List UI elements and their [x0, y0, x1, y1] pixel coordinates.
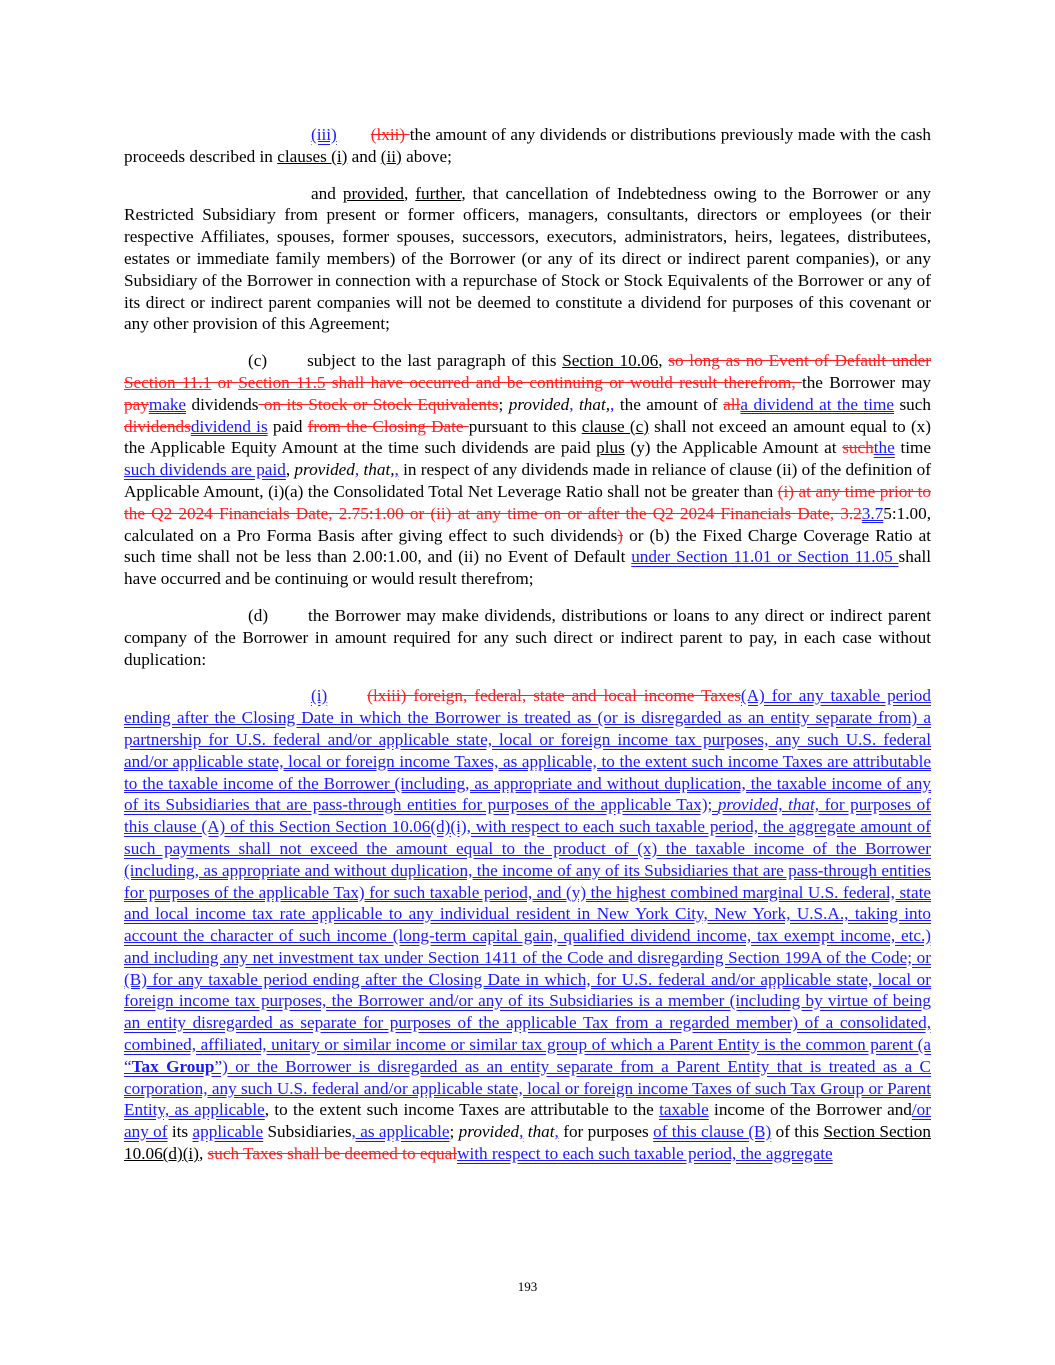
italic-text: that	[523, 1122, 555, 1142]
inserted-text: ,	[354, 460, 360, 480]
text: ,	[285, 460, 295, 480]
defined-term: provided	[342, 183, 404, 203]
clause-number-inserted: (iii)	[311, 125, 337, 144]
cross-reference: Section Section 10.06(d)(i)	[124, 1122, 931, 1164]
inserted-text: ,	[554, 1122, 559, 1142]
inserted-text: make	[148, 394, 187, 414]
text: ,	[403, 183, 416, 203]
text: of this	[771, 1122, 824, 1142]
italic-text: provided	[458, 1122, 520, 1142]
inserted-text: ,	[519, 1122, 524, 1142]
text: subject to the last paragraph of this	[307, 351, 563, 371]
deleted-text: such Taxes shall be deemed to equal	[207, 1144, 458, 1164]
inserted-text: , as applicable	[351, 1122, 450, 1142]
deleted-text: all	[723, 394, 741, 414]
defined-term: plus	[596, 438, 625, 458]
deleted-text: dividends	[124, 416, 191, 436]
cross-reference: Section 10.06	[562, 351, 659, 371]
deleted-text: or	[211, 372, 239, 392]
inserted-text: dividend is	[190, 416, 268, 436]
inserted-text: of this clause (B)	[653, 1122, 772, 1142]
cross-reference: (ii)	[380, 146, 402, 166]
deleted-text: )	[617, 525, 624, 545]
paragraph-proviso	[124, 183, 931, 336]
italic-text: provided	[508, 394, 570, 414]
cross-reference: clause (c)	[581, 416, 649, 436]
deleted-text: Section 11.5	[238, 372, 326, 392]
inserted-text: taxable	[659, 1100, 709, 1120]
deleted-text: (i) at any time prior to the Q2 2024 Financials Date, 2.75:1.00 or (ii) at any time on or after the Q2 2024 Financials Date, 3.2	[124, 481, 931, 523]
deleted-text: such	[842, 438, 874, 458]
text: and	[347, 146, 381, 166]
inserted-text: for purposes of this clause (A) of this Section Section 10.06(d)(i), with respect to each such taxable period, the aggregate amount of such payments shall not exceed the amount equal to the product of (x) the taxable income of the Borrower (including, as appropriate and without duplication, the income of any of its Subsidiaries that are pass-through entities for purposes of the applicable Tax) for such taxable period, and (y) the highest combined marginal U.S. federal, state and local income tax rate applicable to any individual resident in New York City, New York, U.S.A., taking into account the character of such income (long-term capital gain, qualified dividend income, tax exempt income, etc.) and including any net investment tax under Section 1411 of the Code and disregarding Section 199A of the Code; or (B) for any taxable period ending after the Closing Date in which, for U.S. federal and/or applicable state, local or foreign income tax purposes, the Borrower and/or any of its Subsidiaries is a member (including by virtue of being an entity disregarded as separate for purposes of the applicable Tax from a regarded member) of a consolidated, combined, affiliated, unitary or similar income or similar tax group of which a Parent Entity is the common parent (a “	[124, 795, 931, 1076]
paragraph-c	[124, 350, 931, 590]
inserted-text: ,	[610, 394, 615, 414]
deleted-text: Section 11.1	[124, 372, 212, 392]
italic-text: that,	[573, 394, 611, 414]
text: pursuant to this	[468, 416, 582, 436]
text: its	[167, 1122, 193, 1142]
deleted-text: (lxiii) foreign, federal, state and local income Taxes	[367, 686, 741, 706]
inserted-text: the	[873, 438, 895, 458]
inserted-text: with respect to each such taxable period, the aggregate	[457, 1144, 833, 1164]
text: ,	[658, 351, 669, 371]
italic-text: that,	[359, 460, 395, 480]
deleted-text: so long as no Event of Default under	[668, 351, 931, 371]
deleted-text: on its Stock or Stock Equivalents	[258, 394, 499, 414]
text: Subsidiaries	[263, 1122, 352, 1142]
text: above;	[401, 146, 452, 166]
text: paid	[267, 416, 308, 436]
document-body	[124, 124, 931, 1165]
paragraph-iii	[124, 124, 931, 168]
text: shall have occurred and be continuing or would result therefrom;	[124, 547, 931, 589]
text: , to the extent such income Taxes are attributable to the	[264, 1100, 660, 1120]
clause-number: (c)	[248, 351, 268, 371]
text: or (b) the Fixed Charge Coverage Ratio at such time shall not be less than 2.00:1.00, and (ii) no Event of Default	[124, 525, 931, 567]
text: the amount of any dividends or distributions previously made with the cash proceeds described in	[124, 125, 931, 166]
inserted-text: a dividend at the time	[740, 394, 895, 414]
clause-number-inserted: (i)	[311, 686, 328, 706]
inserted-text: ,	[569, 394, 574, 414]
text: such	[894, 394, 932, 414]
text: dividends	[186, 394, 259, 414]
text: for purposes	[558, 1122, 654, 1142]
text: income of the Borrower and	[708, 1100, 912, 1120]
inserted-text: applicable	[192, 1122, 264, 1142]
inserted-text: such dividends are paid	[124, 460, 286, 480]
text: ;	[449, 1122, 459, 1142]
text: ;	[498, 394, 509, 414]
text: the Borrower may make dividends, distributions or loans to any direct or indirect parent company of the Borrower in amount required for any such direct or indirect parent to pay, in each case without duplication:	[124, 605, 931, 669]
paragraph-d-i	[124, 685, 931, 1165]
clause-number: (d)	[248, 605, 269, 625]
defined-term-tax-group: Tax Group	[131, 1056, 215, 1076]
inserted-text: /or any of	[124, 1100, 931, 1142]
text: 5:1.00, calculated on a Pro Forma Basis after giving effect to such dividends	[124, 503, 931, 545]
inserted-text: 3.7	[861, 503, 884, 523]
text: , that cancellation of Indebtedness owing to the Borrower or any Restricted Subsidiary from present or former officers, managers, consultants, directors or employees (or their respective Affiliates, spouses, former spouses, successors, executors, administrators, heirs, legatees, distributees, estates or immediate family members) of the Borrower (or any of its direct or indirect parent companies), or any Subsidiary of the Borrower in connection with a repurchase of Stock or Stock Equivalents of the Borrower or any of its direct or indirect parent companies will not be deemed to constitute a dividend for purposes of this covenant or any other provision of this Agreement;	[124, 183, 932, 334]
inserted-text: (A) for any taxable period ending after the Closing Date in which the Borrower is treated as (or is disregarded as an entity separate from) a partnership for U.S. federal and/or applicable state, local or foreign income tax purposes, any such U.S. federal and/or applicable state, local or foreign income Taxes, as applicable, to the extent such income Taxes are attributable to the taxable income of the Borrower (including, as appropriate and without duplication, the taxable income of any of its Subsidiaries that are pass-through entities for purposes of the applicable Tax);	[124, 686, 931, 815]
defined-term: further	[415, 183, 462, 203]
text: in respect of any dividends made in reliance of clause (ii) of the definition of Applicable Amount, (i)(a) the Consolidated Total Net Leverage Ratio shall not be greater than	[124, 460, 932, 501]
inserted-italic-text: provided, that,	[717, 795, 820, 815]
paragraph-d	[124, 605, 931, 670]
deleted-text: shall have occurred and be continuing or would result therefrom,	[325, 372, 802, 392]
text: shall not exceed an amount equal to (x) the Applicable Equity Amount at the time such dividends are paid	[124, 416, 931, 458]
text: ,	[198, 1144, 208, 1164]
page-number: 193	[517, 1279, 538, 1294]
inserted-text: ”) or the Borrower is disregarded as an entity separate from a Parent Entity that is treated as a C corporation, any such U.S. federal and/or applicable state, local or foreign income Taxes of such Tax Group or Parent Entity, as applicable	[124, 1056, 931, 1120]
inserted-text: under Section 11.01 or Section 11.05	[631, 547, 899, 567]
inserted-text: ,	[394, 460, 399, 480]
italic-text: provided	[294, 460, 355, 480]
text: time	[894, 438, 931, 458]
text: and	[311, 183, 343, 203]
deleted-text: from the Closing Date	[307, 416, 469, 436]
text: the amount of	[614, 394, 724, 414]
text: (y) the Applicable Amount at	[624, 438, 843, 458]
clause-number-deleted: (lxii)	[370, 125, 410, 144]
cross-reference: clauses (i)	[277, 146, 348, 166]
text: the Borrower may	[801, 372, 931, 392]
deleted-text: pay	[124, 394, 149, 414]
